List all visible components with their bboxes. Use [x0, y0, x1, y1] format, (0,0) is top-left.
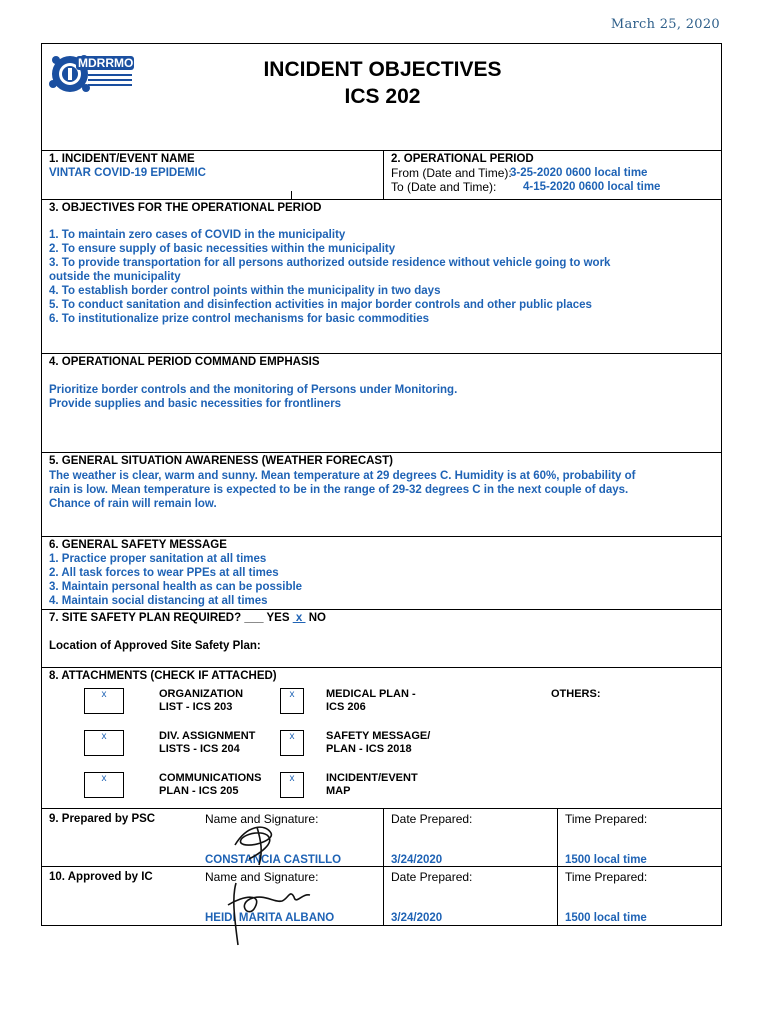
- prepared-by-label: 9. Prepared by PSC: [49, 813, 156, 825]
- weather-line: Chance of rain will remain low.: [49, 498, 217, 510]
- safety-message-line: 3. Maintain personal health as can be possible: [49, 581, 303, 593]
- prepared-date: 3/24/2020: [391, 854, 443, 866]
- attachment-org-list: ORGANIZATION LIST - ICS 203: [159, 688, 244, 713]
- attachment-incident-map: INCIDENT/EVENT MAP: [326, 772, 418, 797]
- form-header: [41, 43, 722, 151]
- site-safety-location-label: Location of Approved Site Safety Plan:: [49, 640, 261, 652]
- attachment-checkbox[interactable]: x: [84, 772, 124, 798]
- objective-item: 6. To institutionalize prize control mechanisms for basic commodities: [49, 313, 429, 325]
- date-stamp: March 25, 2020: [610, 17, 720, 32]
- site-safety-mark: x: [292, 612, 306, 624]
- objective-item: 3. To provide transportation for all persons authorized outside residence without vehicle going to work: [49, 257, 611, 269]
- prepared-time: 1500 local time: [565, 854, 647, 866]
- prepared-date-label: Date Prepared:: [391, 812, 473, 826]
- logo-text: MDRRMO: [78, 56, 134, 70]
- attachment-others-label: OTHERS:: [551, 688, 601, 700]
- prepared-name-label: Name and Signature:: [205, 812, 319, 826]
- approved-date-cell: [383, 866, 558, 926]
- approved-by-cell: [41, 866, 384, 926]
- attachment-checkbox[interactable]: x: [280, 730, 304, 756]
- approved-name: HEIDI MARITA ALBANO: [205, 912, 335, 924]
- objective-item: 1. To maintain zero cases of COVID in the municipality: [49, 229, 346, 241]
- site-safety-label: 7. SITE SAFETY PLAN REQUIRED? ___ YES: [49, 612, 293, 624]
- objective-item: 2. To ensure supply of basic necessities within the municipality: [49, 243, 396, 255]
- safety-message-line: 2. All task forces to wear PPEs at all times: [49, 567, 279, 579]
- approved-date-label: Date Prepared:: [391, 870, 473, 884]
- ics-202-form: [41, 43, 722, 926]
- prepared-time-label: Time Prepared:: [565, 812, 648, 826]
- objectives-label: 3. OBJECTIVES FOR THE OPERATIONAL PERIOD: [49, 202, 322, 214]
- to-value: 4-15-2020 0600 local time: [523, 181, 661, 193]
- command-emphasis-label: 4. OPERATIONAL PERIOD COMMAND EMPHASIS: [49, 356, 320, 368]
- prepared-signature: [227, 815, 287, 867]
- command-emphasis-line: Provide supplies and basic necessities for frontliners: [49, 398, 342, 410]
- form-title: INCIDENT OBJECTIVES: [263, 58, 502, 81]
- safety-message-section: [41, 536, 722, 610]
- command-emphasis-section: [41, 353, 722, 453]
- incident-name-value: VINTAR COVID-19 EPIDEMIC: [49, 167, 206, 179]
- weather-line: rain is low. Mean temperature is expected to be in the range of 29-32 degrees C in the next couple of days.: [49, 484, 629, 496]
- approved-name-label: Name and Signature:: [205, 870, 319, 884]
- objective-item: 5. To conduct sanitation and disinfection activities in major border controls and other public places: [49, 299, 592, 311]
- attachment-safety-message: SAFETY MESSAGE/ PLAN - ICS 2018: [326, 730, 431, 755]
- objective-item: outside the municipality: [49, 271, 181, 283]
- attachment-checkbox[interactable]: x: [280, 688, 304, 714]
- approved-date: 3/24/2020: [391, 912, 443, 924]
- from-value: 3-25-2020 0600 local time: [510, 167, 648, 179]
- safety-message-line: 1. Practice proper sanitation at all times: [49, 553, 267, 565]
- prepared-date-cell: [383, 808, 558, 867]
- approved-time-label: Time Prepared:: [565, 870, 648, 884]
- attachment-checkbox[interactable]: x: [84, 730, 124, 756]
- attachments-label: 8. ATTACHMENTS (CHECK IF ATTACHED): [49, 670, 277, 682]
- incident-name-label: 1. INCIDENT/EVENT NAME: [49, 153, 195, 165]
- attachment-communications: COMMUNICATIONS PLAN - ICS 205: [159, 772, 262, 797]
- approved-signature: [224, 875, 314, 947]
- attachments-section: [41, 667, 722, 809]
- objective-item: 4. To establish border control points within the municipality in two days: [49, 285, 441, 297]
- prepared-by-cell: [41, 808, 384, 867]
- site-safety-question: [49, 611, 326, 625]
- safety-message-line: 4. Maintain social distancing at all times: [49, 595, 268, 607]
- form-code: ICS 202: [344, 85, 421, 108]
- prepared-name: CONSTANCIA CASTILLO: [205, 854, 342, 866]
- attachment-checkbox[interactable]: x: [84, 688, 124, 714]
- site-safety-section: [41, 609, 722, 668]
- objectives-section: [41, 199, 722, 354]
- from-label: From (Date and Time):: [391, 166, 512, 180]
- attachment-div-assignment: DIV. ASSIGNMENT LISTS - ICS 204: [159, 730, 256, 755]
- approved-by-label: 10. Approved by IC: [49, 871, 153, 883]
- incident-name-cell: [41, 150, 384, 200]
- situation-awareness-label: 5. GENERAL SITUATION AWARENESS (WEATHER FORECAST): [49, 455, 393, 467]
- approved-time: 1500 local time: [565, 912, 647, 924]
- attachment-medical-plan: MEDICAL PLAN - ICS 206: [326, 688, 416, 713]
- safety-message-label: 6. GENERAL SAFETY MESSAGE: [49, 539, 227, 551]
- operational-period-cell: [383, 150, 722, 200]
- approved-time-cell: [557, 866, 722, 926]
- divider-tick: [291, 191, 292, 199]
- prepared-time-cell: [557, 808, 722, 867]
- site-safety-no: NO: [305, 612, 326, 624]
- attachment-checkbox[interactable]: x: [280, 772, 304, 798]
- situation-awareness-section: [41, 452, 722, 537]
- operational-period-label: 2. OPERATIONAL PERIOD: [391, 153, 534, 165]
- command-emphasis-line: Prioritize border controls and the monitoring of Persons under Monitoring.: [49, 384, 458, 396]
- weather-line: The weather is clear, warm and sunny. Mean temperature at 29 degrees C. Humidity is at 60%, probability of: [49, 470, 636, 482]
- to-label: To (Date and Time):: [391, 180, 497, 194]
